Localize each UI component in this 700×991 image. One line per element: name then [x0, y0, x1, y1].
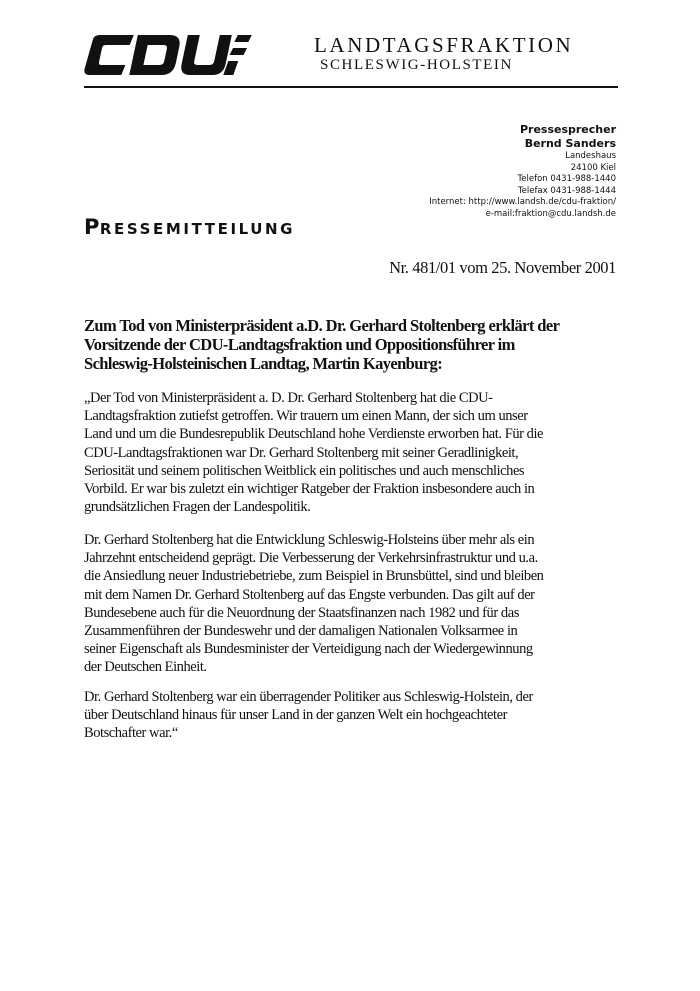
text-line: die Ansiedlung neuer Industriebetriebe, zum Beispiel in Brunsbüttel, sind und bleiben	[84, 568, 544, 585]
text-line: der Deutschen Einheit.	[84, 659, 207, 676]
contact-city: 24100 Kiel	[570, 162, 616, 173]
text-line: Zusammenführen der Bundeswehr und der damaligen Nationalen Volksarmee in	[84, 623, 518, 640]
text-line: „Der Tod von Ministerpräsident a. D. Dr. Gerhard Stoltenberg hat die CDU-	[84, 390, 493, 406]
contact-role: Pressesprecher	[519, 123, 616, 136]
contact-website: Internet: http://www.landsh.de/cdu-fraktion/	[429, 197, 616, 207]
header-subtitle: SCHLESWIG-HOLSTEIN	[320, 57, 513, 73]
contact-phone: Telefon 0431-988-1440	[517, 174, 616, 184]
text-line: Dr. Gerhard Stoltenberg hat die Entwicklung Schleswig-Holsteins über mehr als ein	[84, 532, 535, 548]
text-line: Jahrzehnt entscheidend geprägt. Die Verbesserung der Verkehrsinfrastruktur und u.a.	[84, 550, 538, 567]
paragraph-2	[84, 531, 624, 677]
contact-fax: Telefax 0431-988-1444	[517, 185, 616, 196]
contact-person: Bernd Sanders	[524, 137, 616, 150]
press-release-heading	[84, 215, 295, 239]
cdu-logo	[84, 34, 252, 76]
header-divider	[84, 86, 618, 88]
paragraph-3	[84, 688, 624, 743]
headline-line: Zum Tod von Ministerpräsident a.D. Dr. Gerhard Stoltenberg erklärt der	[84, 316, 560, 335]
paragraph-1	[84, 389, 624, 516]
heading-rest: RESSEMITTEILUNG	[99, 220, 296, 238]
contact-address: Landeshaus	[565, 151, 616, 161]
text-line: Vorbild. Er war bis zuletzt ein wichtiger Ratgeber der Fraktion insbesondere auch in	[84, 481, 535, 498]
heading-initial: P	[84, 215, 100, 239]
header-title: LANDTAGSFRAKTION	[314, 33, 574, 57]
text-line: Landtagsfraktion zutiefst getroffen. Wir trauern um einen Mann, der sich um unser	[84, 408, 528, 425]
text-line: grundsätzlichen Fragen der Landespolitik.	[84, 499, 311, 516]
text-line: seiner Eigenschaft als Bundesminister der Verteidigung nach der Wiedergewinnung	[84, 641, 533, 658]
text-line: Botschafter war.“	[84, 725, 178, 742]
text-line: über Deutschland hinaus für unser Land in der ganzen Welt ein hochgeachteter	[84, 707, 507, 724]
text-line: mit dem Namen Dr. Gerhard Stoltenberg auf das Engste verbunden. Das gilt auf der	[84, 586, 535, 603]
contact-email: e-mail:fraktion@cdu.landsh.de	[485, 208, 616, 219]
release-number: Nr. 481/01 vom 25. November 2001	[389, 258, 616, 277]
contact-block	[429, 123, 616, 220]
text-line: Dr. Gerhard Stoltenberg war ein überragender Politiker aus Schleswig-Holstein, der	[84, 689, 533, 705]
text-line: Bundesebene auch für die Neuordnung der Staatsfinanzen nach 1982 und für das	[84, 604, 519, 621]
headline-line: Schleswig-Holsteinischen Landtag, Martin Kayenburg:	[84, 354, 443, 373]
headline	[84, 316, 624, 373]
headline-line: Vorsitzende der CDU-Landtagsfraktion und Oppositionsführer im	[84, 335, 515, 354]
text-line: CDU-Landtagsfraktionen war Dr. Gerhard Stoltenberg mit seiner Geradlinigkeit,	[84, 444, 519, 461]
text-line: Seriosität und seinem politischen Weitblick ein politisches und auch menschliches	[84, 462, 525, 479]
text-line: Land und um die Bundesrepublik Deutschland hohe Verdienste erworben hat. Für die	[84, 426, 544, 443]
